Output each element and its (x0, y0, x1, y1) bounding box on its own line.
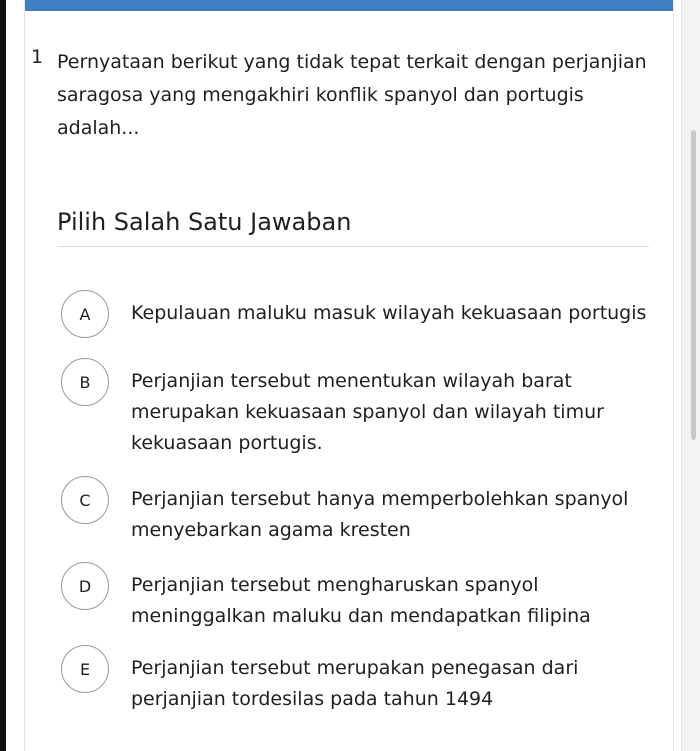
question-text: Pernyataan berikut yang tidak tepat terkait dengan perjanjian saragosa yang mengakhiri konflik spanyol dan portugis adalah... (57, 51, 647, 139)
option-badge[interactable]: C (61, 476, 109, 524)
divider (57, 246, 649, 247)
option-text[interactable]: Kepulauan maluku masuk wilayah kekuasaan portugis (131, 302, 647, 324)
scrollbar-thumb[interactable] (691, 130, 696, 440)
scrollbar-track[interactable] (681, 0, 700, 751)
option-text[interactable]: Perjanjian tersebut mengharuskan spanyol meninggalkan maluku dan mendapatkan filipina (131, 574, 591, 627)
option-badge[interactable]: E (61, 645, 109, 693)
option-text[interactable]: Perjanjian tersebut menentukan wilayah barat merupakan kekuasaan spanyol dan wilayah timur kekuasaan portugis. (131, 370, 604, 454)
option-badge[interactable]: D (61, 562, 109, 610)
window-frame-left (0, 0, 6, 751)
question-number: 1 (31, 46, 44, 68)
answer-prompt: Pilih Salah Satu Jawaban (57, 208, 352, 236)
option-text[interactable]: Perjanjian tersebut merupakan penegasan dari perjanjian tordesilas pada tahun 1494 (131, 657, 579, 710)
option-badge[interactable]: B (61, 358, 109, 406)
option-badge[interactable]: A (61, 290, 109, 338)
option-text[interactable]: Perjanjian tersebut hanya memperbolehkan spanyol menyebarkan agama kresten (131, 488, 629, 541)
header-accent-bar (25, 0, 673, 11)
question-card (24, 0, 674, 751)
